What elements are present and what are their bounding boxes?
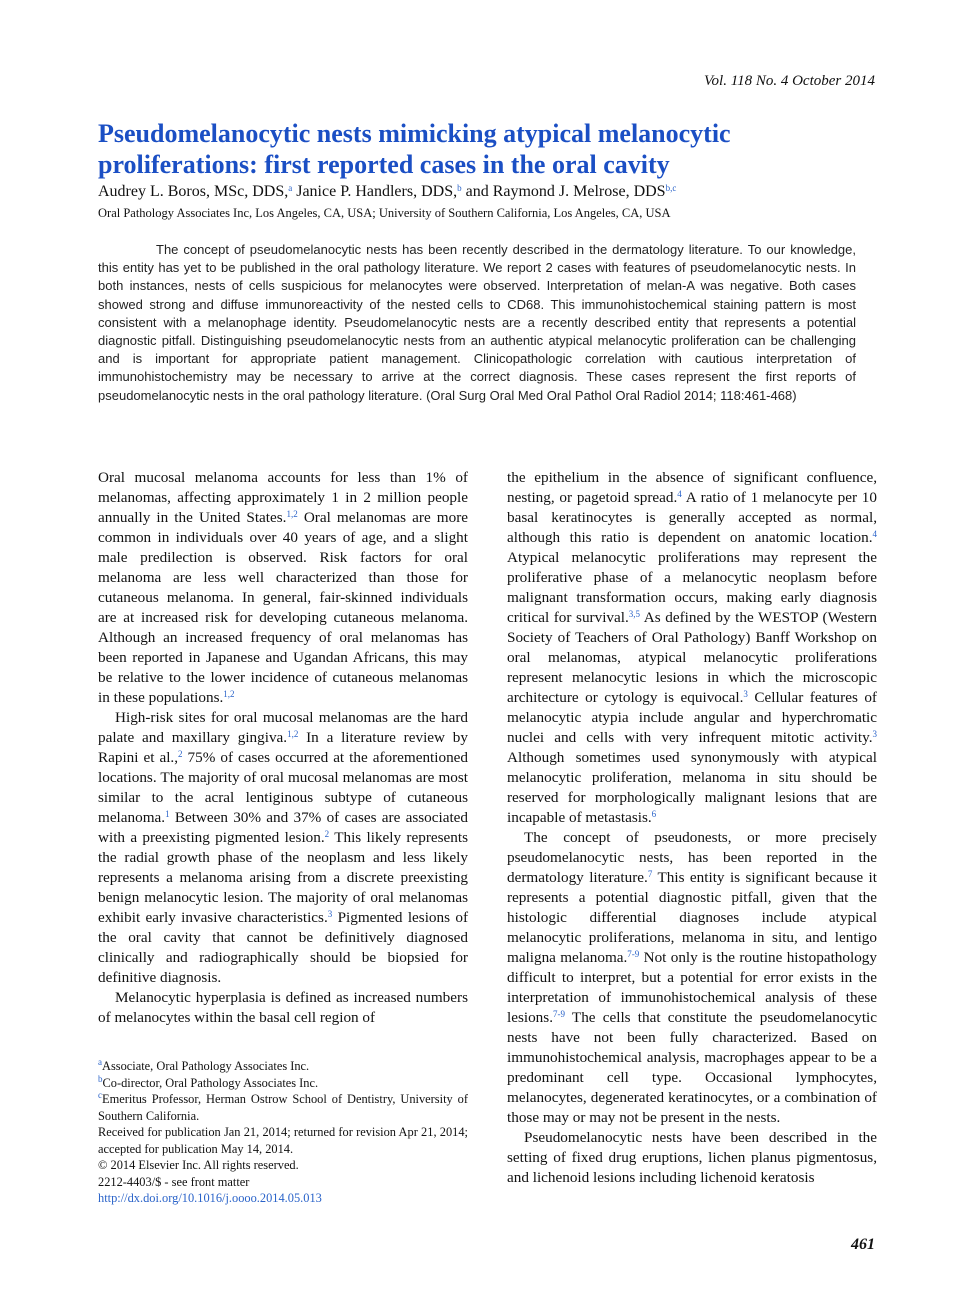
footnotes	[98, 1058, 468, 1207]
body-text: Although sometimes used synonymously with atypical melanocytic proliferation, melanoma in situ should be reserved for morphologically malignant lesions that are incapable of metastasis.	[507, 749, 877, 826]
issn: 2212-4403/$ - see front matter	[98, 1174, 250, 1189]
body-paragraph	[98, 708, 468, 988]
body-text: Atypical melanocytic proliferations may represent the proliferative phase of a melanocytic neoplasm before malignant transformation occurs, making early diagnosis critical for survival.	[507, 549, 877, 626]
citation-ref[interactable]: 1,2	[287, 729, 299, 739]
abstract: The concept of pseudomelanocytic nests has been recently described in the dermatology literature. To our knowledge, this entity has yet to be published in the oral pathology literature. We report 2 cases with features of pseudomelanocytic nests. In both instances, nests of cells suspicious for melanocytes were observed. Interpretation of melan-A was negative. Both cases showed strong and diffuse immunoreactivity of the nested cells to CD68. This immunohistochemical staining pattern is most consistent with a melanophage identity. Pseudomelanocytic nests are a recently described entity that represents a potential diagnostic pitfall. Distinguishing pseudomelanocytic nests from an authentic atypical melanocytic proliferation can be challenging and is important for appropriate patient management. Clinicopathologic correlation with cautious interpretation of immunohistochemistry may be necessary to arrive at the correct diagnosis. These cases represent the first reports of pseudomelanocytic nests in the oral pathology literature. (Oral Surg Oral Med Oral Pathol Oral Radiol 2014; 118:461-468)	[98, 242, 856, 403]
received-dates: Received for publication Jan 21, 2014; returned for revision Apr 21, 2014; accepted for publication May 14, 2014.	[98, 1125, 468, 1156]
footnote-c	[98, 1091, 468, 1124]
body-text: Pigmented lesions of the oral cavity that cannot be definitively diagnosed clinically and radiographically should be biopsied for definitive diagnosis.	[98, 909, 468, 986]
body-column-right	[507, 468, 877, 1188]
body-text: This likely represents the radial growth phase of the neoplasm and less likely represents a melanoma arising from a discrete preexisting benign melanocytic lesion. The majority of oral melanomas exhibit early invasive characteristics.	[98, 829, 468, 926]
footnote-marker: c	[98, 1090, 102, 1100]
author-name: and Raymond J. Melrose, DDS	[461, 183, 666, 200]
author-name: Audrey L. Boros, MSc, DDS,	[98, 183, 289, 200]
affiliation-marker[interactable]: b	[457, 183, 462, 193]
footnote-text: Co-director, Oral Pathology Associates Inc.	[102, 1075, 319, 1090]
body-paragraph	[507, 828, 877, 1128]
copyright: © 2014 Elsevier Inc. All rights reserved.	[98, 1158, 299, 1172]
citation-ref[interactable]: 4	[677, 489, 682, 499]
body-paragraph	[98, 988, 468, 1028]
citation-ref[interactable]: 7-9	[627, 949, 640, 959]
citation-ref[interactable]: 4	[872, 529, 877, 539]
journal-header: Vol. 118 No. 4 October 2014	[704, 73, 875, 89]
body-text: The cells that constitute the pseudomelanocytic nests have not been fully characterized. Based on immunohistochemical analysis, macrophages appear to be a predominant cell type. Occasional lymphocytes, melanocytes, degenerated keratinocytes, or a combination of those may or may not be present in the nests.	[507, 1009, 877, 1126]
body-text: Cellular features of melanocytic atypia include angular and hyperchromatic nuclei and cells with very infrequent mitotic activity.	[507, 689, 877, 746]
body-text: In a literature review by Rapini et al.,	[98, 729, 468, 766]
body-text: The concept of pseudonests, or more precisely pseudomelanocytic nests, has been reported in the dermatology literature.	[507, 829, 877, 886]
body-text: 75% of cases occurred at the aforementioned locations. The majority of oral mucosal melanomas are most similar to the acral lentiginous subtype of cutaneous melanoma.	[98, 749, 469, 826]
body-column-left	[98, 468, 468, 1028]
citation-ref[interactable]: 1,2	[286, 509, 298, 519]
body-paragraph	[98, 468, 468, 708]
doi-link[interactable]: http://dx.doi.org/10.1016/j.oooo.2014.05.013	[98, 1191, 322, 1205]
citation-ref[interactable]: 2	[324, 829, 330, 839]
citation-ref[interactable]: 7-9	[553, 1009, 565, 1019]
footnote-text: Associate, Oral Pathology Associates Inc.	[102, 1059, 310, 1073]
body-text: Not only is the routine histopathology difficult to interpret, but a potential for error exists in the interpretation of immunohistochemical analysis of these lesions.	[507, 949, 877, 1026]
citation-ref[interactable]: 1	[165, 809, 170, 819]
body-text: Oral mucosal melanoma accounts for less than 1% of melanomas, affecting approximately 1 in 2 million people annually in the United States.	[98, 469, 468, 526]
citation-ref[interactable]: 6	[651, 809, 657, 819]
citation-ref[interactable]: 2	[178, 749, 183, 759]
footnote-b	[98, 1075, 468, 1092]
body-text: the epithelium in the absence of significant confluence, nesting, or pagetoid spread.	[507, 469, 877, 506]
body-text: Between 30% and 37% of cases are associated with a preexisting pigmented lesion.	[98, 809, 468, 846]
author-name: Janice P. Handlers, DDS,	[292, 183, 458, 200]
page-number: 461	[851, 1236, 875, 1253]
citation-ref[interactable]: 1,2	[223, 689, 235, 699]
body-text: Pseudomelanocytic nests have been described in the setting of fixed drug eruptions, lichen planus pigmentosus, and lichenoid lesions including lichenoid keratosis	[507, 1129, 877, 1186]
body-text: High-risk sites for oral mucosal melanomas are the hard palate and maxillary gingiva.	[98, 709, 468, 746]
body-paragraph	[507, 468, 877, 828]
affiliation-marker[interactable]: b,c	[665, 183, 677, 193]
citation-ref[interactable]: 3	[743, 689, 748, 699]
citation-ref[interactable]: 7	[647, 869, 653, 879]
footnote-text: Emeritus Professor, Herman Ostrow School of Dentistry, University of Southern California.	[98, 1092, 468, 1123]
footnote-marker: b	[98, 1073, 103, 1084]
article-title: Pseudomelanocytic nests mimicking atypical melanocytic proliferations: first reported cases in the oral cavity	[98, 119, 731, 179]
body-paragraph	[507, 1128, 877, 1188]
body-text: Melanocytic hyperplasia is defined as increased numbers of melanocytes within the basal cell region of	[98, 989, 468, 1026]
body-text: A ratio of 1 melanocyte per 10 basal keratinocytes is generally accepted as normal, although this ratio is dependent on anatomic location.	[507, 489, 877, 546]
citation-ref[interactable]: 3	[327, 909, 333, 919]
citation-ref[interactable]: 3,5	[628, 609, 641, 619]
body-text: Oral melanomas are more common in individuals over 40 years of age, and a slight male predilection is observed. Risk factors for oral melanoma are less well characterized than those for cutaneous melanoma. In general, fair-skinned individuals are at increased risk for developing cutaneous melanoma. Although an increased frequency of oral melanomas has been reported in Japanese and Ugandan Africans, this may be relative to the lower incidence of cutaneous melanomas in these populations.	[98, 509, 468, 706]
author-list	[98, 183, 676, 201]
affiliation-marker[interactable]: a	[288, 183, 293, 193]
citation-ref[interactable]: 3	[872, 729, 877, 739]
body-text: This entity is significant because it represents a potential diagnostic pitfall, given that the histologic differential diagnoses include atypical melanocytic proliferations, melanoma in situ, and lentigo maligna melanoma.	[507, 869, 877, 966]
footnote-marker: a	[98, 1057, 102, 1067]
footnote-a	[98, 1058, 468, 1075]
affiliation: Oral Pathology Associates Inc, Los Angeles, CA, USA; University of Southern California, Los Angeles, CA, USA	[98, 206, 671, 220]
body-text: As defined by the WESTOP (Western Society of Teachers of Oral Pathology) Banff Workshop on oral melanomas, atypical melanocytic proliferations represent melanocytic lesions in which the microscopic architecture or cytology is equivocal.	[507, 609, 877, 706]
